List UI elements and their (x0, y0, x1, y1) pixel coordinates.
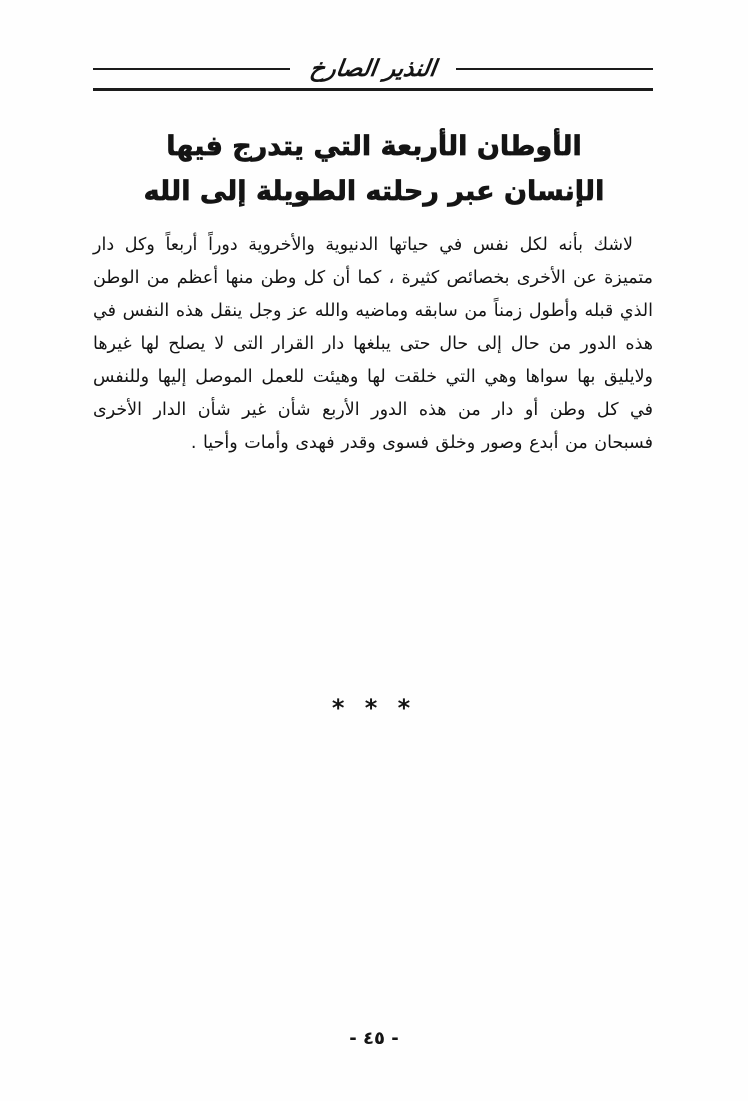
chapter-title-line1: الأوطان الأربعة التي يتدرج فيها (166, 131, 582, 162)
header-line-left (93, 68, 290, 70)
page-header (93, 56, 653, 91)
header-line-right (456, 68, 653, 70)
body-paragraph: لاشك بأنه لكل نفس في حياتها الدنيوية والأخروية دوراً أربعاً وكل دار متميزة عن الأخرى بخصائص كثيرة ، كما أن كل وطن منها أعظم من الوطن الذي قبله وأطول زمناً من سابقه وماضيه والله عز وجل ينقل هذه النفس في هذه الدور من حال إلى حال حتى يبلغها دار القرار التى لا يصلح لها غيرها ولايليق بها سواها وهي التي خلقت لها وهيئت للعمل الموصل إليها وللنفس في كل وطن أو دار من هذه الدور الأربع شأن غير شأن الدار الأخرى فسبحان من أبدع وصور وخلق فسوى وقدر فهدى وأمات وأحيا . (93, 235, 653, 453)
header-rule (93, 88, 653, 91)
book-title: النذير الصارخ (308, 56, 438, 82)
chapter-title-line2: الإنسان عبر رحلته الطويلة إلى الله (143, 176, 605, 207)
page-number: - ٤٥ - (349, 1028, 399, 1049)
header-row (93, 56, 653, 82)
section-separator: * * * (331, 694, 417, 722)
chapter-title (0, 124, 748, 214)
